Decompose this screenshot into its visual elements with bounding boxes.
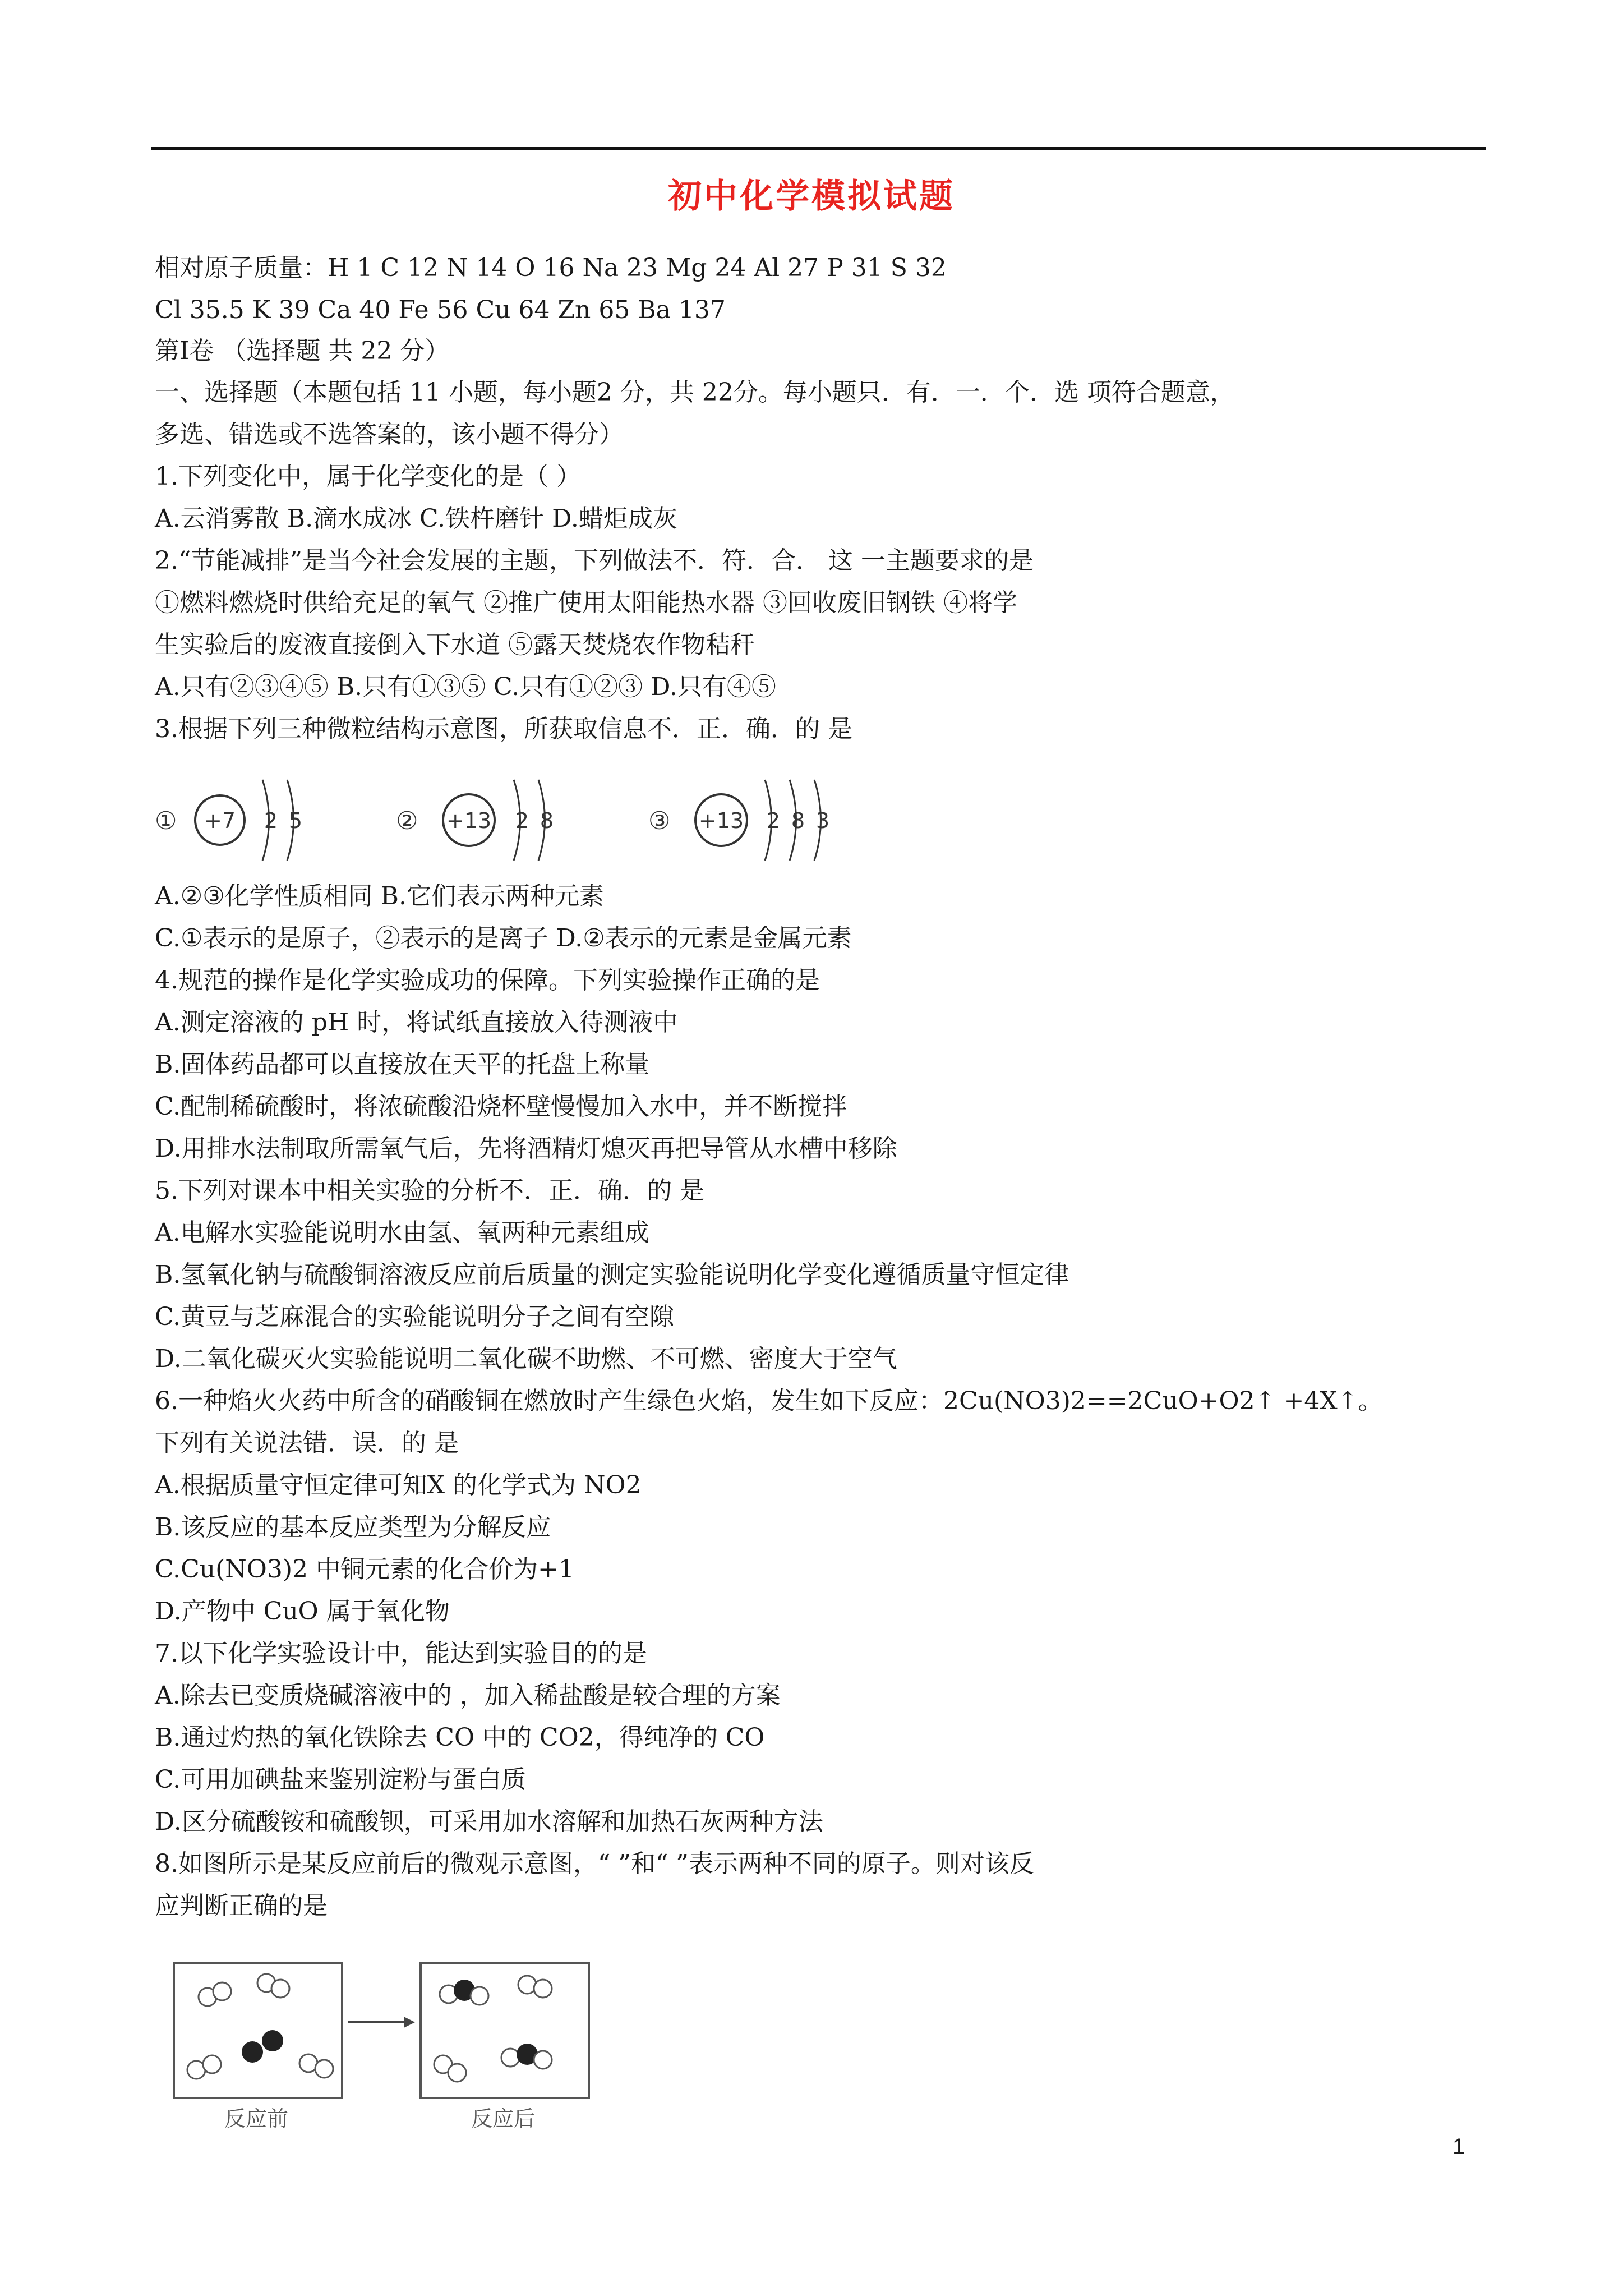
text-line: ①燃料燃烧时供给充足的氧气 ②推广使用太阳能热水器 ③回收废旧钢铁 ④将学 xyxy=(155,588,1017,617)
text-line: 相对原子质量：H 1 C 12 N 14 O 16 Na 23 Mg 24 Al 27 P 31 S 32 xyxy=(155,254,947,282)
text-line: A.根据质量守恒定律可知X 的化学式为 NO2 xyxy=(155,1471,642,1499)
text-line: 第Ⅰ卷 （选择题 共 22 分） xyxy=(155,337,450,365)
atom-2-shell-1: 2 xyxy=(515,808,529,833)
text-line: C.配制稀硫酸时，将浓硫酸沿烧杯壁慢慢加入水中，并不断搅拌 xyxy=(155,1092,847,1121)
text-line: B.固体药品都可以直接放在天平的托盘上称量 xyxy=(155,1050,650,1079)
text-line: B.氢氧化钠与硫酸铜溶液反应前后质量的测定实验能说明化学变化遵循质量守恒定律 xyxy=(155,1260,1069,1289)
atom-structure-figure xyxy=(155,769,884,869)
text-line: B.该反应的基本反应类型为分解反应 xyxy=(155,1513,551,1542)
atom-1-label: ① xyxy=(155,807,177,835)
text-line: C.黄豆与芝麻混合的实验能说明分子之间有空隙 xyxy=(155,1303,675,1331)
white-atom xyxy=(471,1987,488,2005)
atom-3-shell-1: 2 xyxy=(766,808,781,833)
page-title: 初中化学模拟试题 xyxy=(668,177,955,216)
atom-3-label: ③ xyxy=(648,807,671,835)
reaction-arrowhead xyxy=(404,2017,415,2028)
white-atom xyxy=(534,2051,552,2069)
text-line: A.云消雾散 B.滴水成冰 C.铁杵磨针 D.蜡炬成灰 xyxy=(155,504,677,533)
after-label: 反应后 xyxy=(471,2106,536,2131)
white-atom xyxy=(315,2060,333,2078)
atom-1-shell-2: 5 xyxy=(288,808,303,833)
black-atom xyxy=(262,2030,283,2051)
text-line: A.②③化学性质相同 B.它们表示两种元素 xyxy=(155,882,604,910)
white-atom xyxy=(534,1980,552,1998)
atom-2-nucleus: +13 xyxy=(446,808,492,833)
after-box xyxy=(421,1963,589,2098)
white-atom xyxy=(271,1980,289,1998)
atom-3-shell-2: 8 xyxy=(791,808,805,833)
text-line: A.除去已变质烧碱溶液中的 ，加入稀盐酸是较合理的方案 xyxy=(155,1681,781,1710)
header-rule xyxy=(151,147,1486,150)
white-atom xyxy=(213,1982,231,2000)
atom-2-shell-2: 8 xyxy=(540,808,554,833)
text-line: 生实验后的废液直接倒入下水道 ⑤露天焚烧农作物秸秆 xyxy=(155,631,755,659)
before-label: 反应前 xyxy=(224,2106,289,2131)
text-line: 下列有关说法错．误．的 是 xyxy=(155,1429,459,1457)
text-line: 1.下列变化中，属于化学变化的是（ ） xyxy=(155,462,581,491)
text-line: D.区分硫酸铵和硫酸钡，可采用加水溶解和加热石灰两种方法 xyxy=(155,1807,823,1836)
text-line: C.Cu(NO3)2 中铜元素的化合价为+1 xyxy=(155,1555,574,1584)
text-line: 2.“节能减排”是当今社会发展的主题，下列做法不．符．合． 这 一主题要求的是 xyxy=(155,546,1034,575)
atom-1-nucleus: +7 xyxy=(204,808,236,833)
atom-1-shell-1: 2 xyxy=(264,808,278,833)
text-line: 6.一种焰火火药中所含的硝酸铜在燃放时产生绿色火焰，发生如下反应：2Cu(NO3)2==2CuO+O2↑ +4X↑。 xyxy=(155,1387,1383,1415)
text-line: C.可用加碘盐来鉴别淀粉与蛋白质 xyxy=(155,1765,527,1794)
text-line: B.通过灼热的氧化铁除去 CO 中的 CO2，得纯净的 CO xyxy=(155,1723,765,1752)
text-line: 多选、错选或不选答案的，该小题不得分） xyxy=(155,420,624,449)
atom-3-shell-3: 3 xyxy=(815,808,830,833)
text-line: 5.下列对课本中相关实验的分析不．正．确．的 是 xyxy=(155,1176,704,1205)
text-line: C.①表示的是原子，②表示的是离子 D.②表示的元素是金属元素 xyxy=(155,924,852,953)
page-number: 1 xyxy=(1453,2134,1465,2159)
text-line: 4.规范的操作是化学实验成功的保障。下列实验操作正确的是 xyxy=(155,966,820,995)
text-line: 7.以下化学实验设计中，能达到实验目的的是 xyxy=(155,1639,647,1668)
black-atom xyxy=(242,2041,263,2063)
white-atom xyxy=(501,2049,519,2067)
text-line: D.用排水法制取所需氧气后，先将酒精灯熄灭再把导管从水槽中移除 xyxy=(155,1134,897,1163)
text-line: D.二氧化碳灭火实验能说明二氧化碳不助燃、不可燃、密度大于空气 xyxy=(155,1345,897,1373)
atom-3-nucleus: +13 xyxy=(698,808,744,833)
text-line: 3.根据下列三种微粒结构示意图，所获取信息不．正．确．的 是 xyxy=(155,715,852,743)
text-line: Cl 35.5 K 39 Ca 40 Fe 56 Cu 64 Zn 65 Ba 137 xyxy=(155,296,726,324)
text-line: 8.如图所示是某反应前后的微观示意图，“ ”和“ ”表示两种不同的原子。则对该反 xyxy=(155,1849,1034,1878)
white-atom xyxy=(448,2064,466,2082)
atom-2-label: ② xyxy=(396,807,418,835)
text-line: A.电解水实验能说明水由氢、氧两种元素组成 xyxy=(155,1218,649,1247)
text-line: A.测定溶液的 pH 时，将试纸直接放入待测液中 xyxy=(155,1008,678,1037)
white-atom xyxy=(203,2055,221,2073)
text-line: 一、选择题（本题包括 11 小题，每小题2 分，共 22分。每小题只．有．一．个．选 项符合题意， xyxy=(155,378,1235,407)
text-line: D.产物中 CuO 属于氧化物 xyxy=(155,1597,450,1626)
reaction-micro-figure xyxy=(168,1958,594,2137)
text-line: 应判断正确的是 xyxy=(155,1892,328,1920)
text-line: A.只有②③④⑤ B.只有①③⑤ C.只有①②③ D.只有④⑤ xyxy=(155,673,776,701)
